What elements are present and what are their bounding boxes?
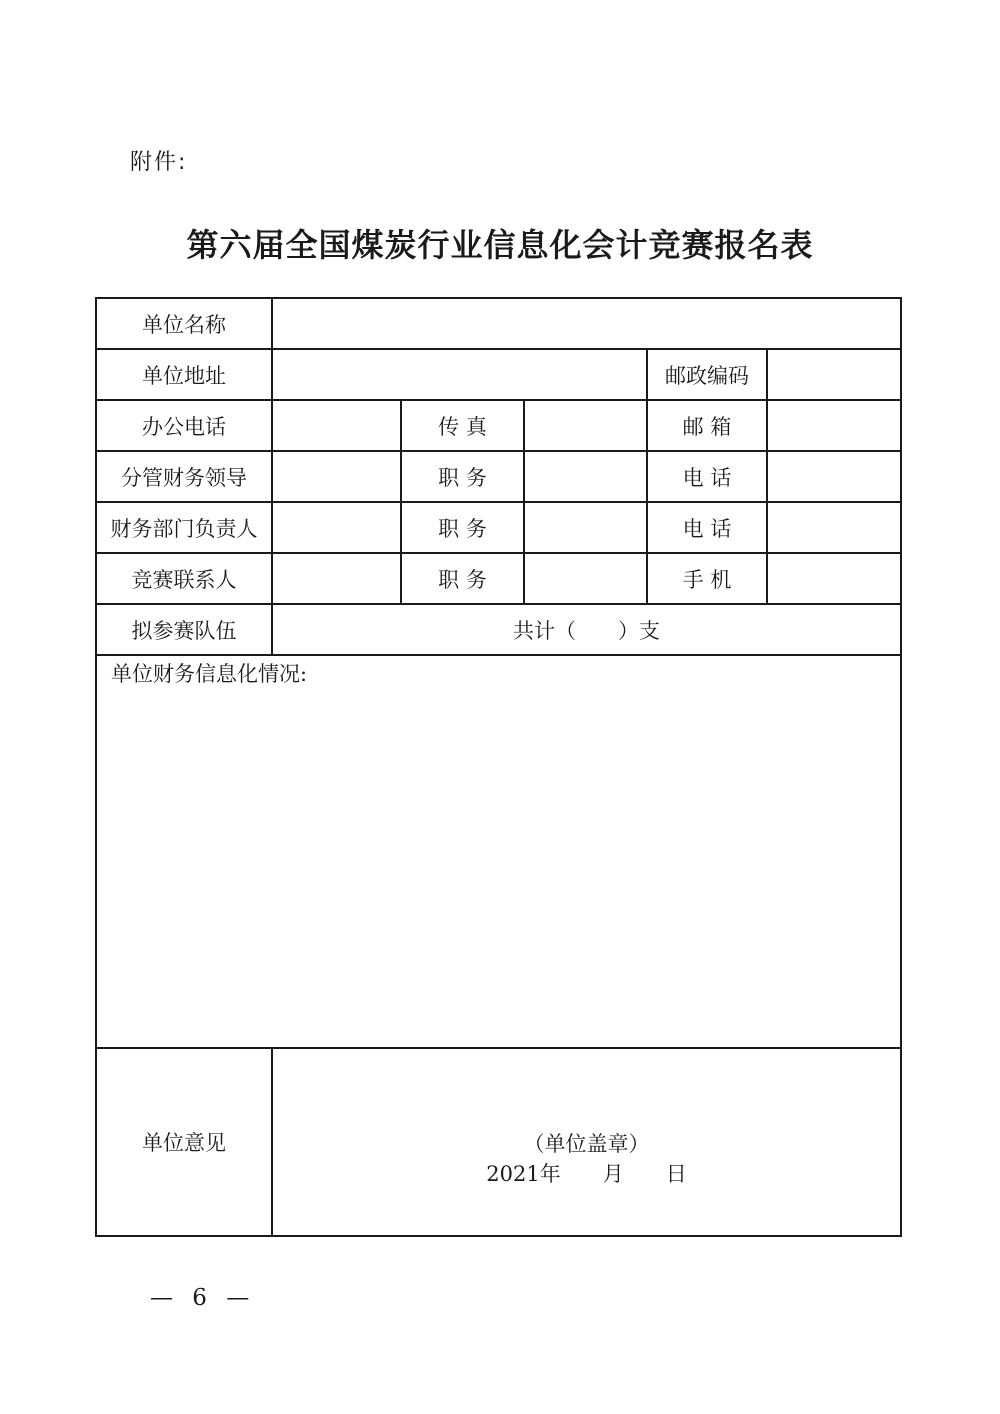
label-unit-address: 单位地址 — [96, 349, 272, 400]
seal-text: （单位盖章） — [523, 1132, 650, 1156]
field-office-phone[interactable] — [272, 400, 401, 451]
row-unit-opinion — [96, 1048, 901, 1236]
label-fax: 传 真 — [401, 400, 524, 451]
field-unit-address[interactable] — [272, 349, 647, 400]
row-unit-name — [96, 298, 901, 349]
label-phone: 电 话 — [647, 502, 767, 553]
label-postal-code: 邮政编码 — [647, 349, 767, 400]
field-fax[interactable] — [524, 400, 647, 451]
row-it-status — [96, 655, 901, 1048]
row-unit-address — [96, 349, 901, 400]
form-title: 第六届全国煤炭行业信息化会计竞赛报名表 — [186, 226, 814, 264]
label-phone: 电 话 — [647, 451, 767, 502]
label-position: 职 务 — [401, 502, 524, 553]
label-office-phone: 办公电话 — [96, 400, 272, 451]
row-contest-contact — [96, 553, 901, 604]
field-teams-count[interactable]: 共计（ ）支 — [272, 604, 901, 655]
label-position: 职 务 — [401, 451, 524, 502]
attachment-label: 附件: — [130, 150, 188, 175]
field-contest-contact[interactable] — [272, 553, 401, 604]
field-unit-opinion[interactable] — [272, 1048, 901, 1236]
field-finance-leader-position[interactable] — [524, 451, 647, 502]
label-it-status: 单位财务信息化情况: — [111, 662, 308, 686]
row-office-phone — [96, 400, 901, 451]
page-number: — 6 — — [150, 1285, 256, 1311]
label-position: 职 务 — [401, 553, 524, 604]
label-finance-dept-head: 财务部门负责人 — [96, 502, 272, 553]
field-it-status[interactable] — [96, 655, 901, 1048]
field-finance-dept-head[interactable] — [272, 502, 401, 553]
field-finance-leader[interactable] — [272, 451, 401, 502]
field-email[interactable] — [767, 400, 901, 451]
label-unit-opinion: 单位意见 — [96, 1048, 272, 1236]
label-teams: 拟参赛队伍 — [96, 604, 272, 655]
field-postal-code[interactable] — [767, 349, 901, 400]
label-unit-name: 单位名称 — [96, 298, 272, 349]
registration-form — [95, 297, 902, 1237]
field-finance-leader-phone[interactable] — [767, 451, 901, 502]
row-finance-dept-head — [96, 502, 901, 553]
field-finance-dept-head-position[interactable] — [524, 502, 647, 553]
label-email: 邮 箱 — [647, 400, 767, 451]
row-teams — [96, 604, 901, 655]
label-finance-leader: 分管财务领导 — [96, 451, 272, 502]
field-contest-contact-position[interactable] — [524, 553, 647, 604]
field-contest-contact-mobile[interactable] — [767, 553, 901, 604]
field-finance-dept-head-phone[interactable] — [767, 502, 901, 553]
date-text: 2021年 月 日 — [486, 1162, 687, 1186]
label-mobile: 手 机 — [647, 553, 767, 604]
field-unit-name[interactable] — [272, 298, 901, 349]
label-contest-contact: 竞赛联系人 — [96, 553, 272, 604]
row-finance-leader — [96, 451, 901, 502]
